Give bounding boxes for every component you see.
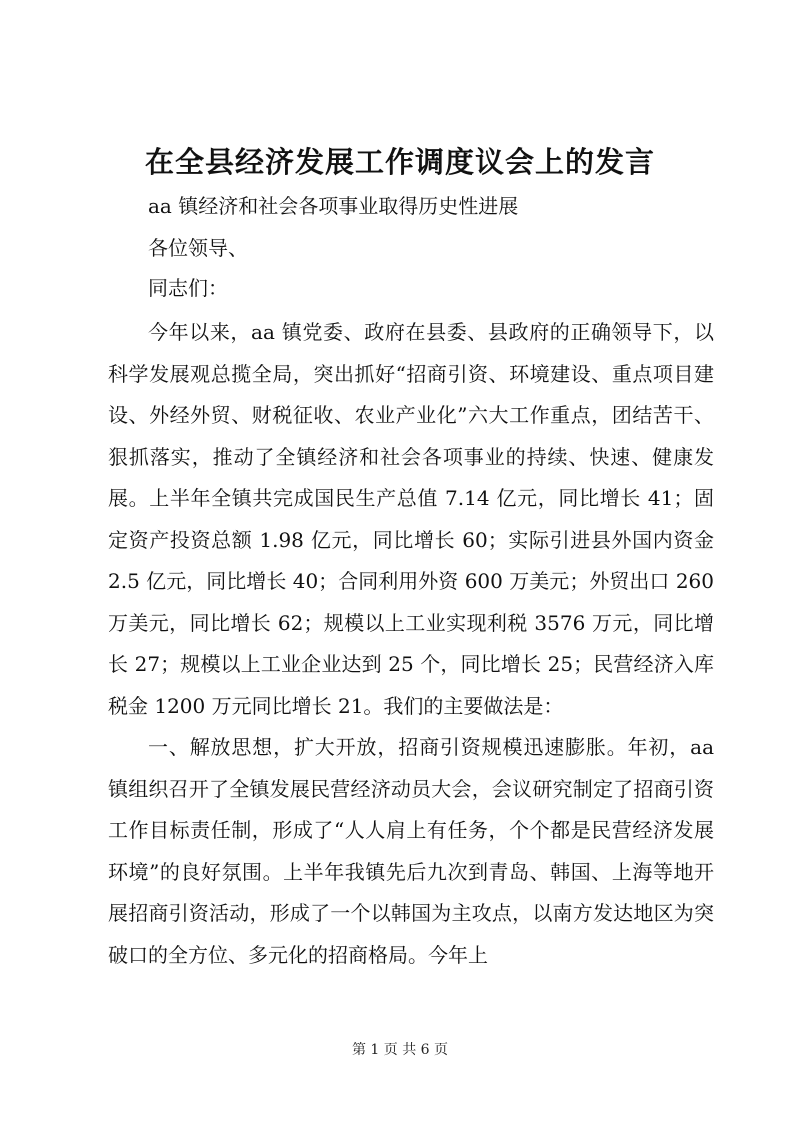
page-number-footer: 第 1 页 共 6 页 [351,1042,449,1058]
body-paragraph-1: 今年以来，aa 镇党委、政府在县委、县政府的正确领导下，以科学发展观总揽全局，突出抓好“招商引资、环境建设、重点项目建设、外经外贸、财税征收、农业产业化”六大工作重点，团结苦干、狠抓落实，推动了全镇经济和社会各项事业的持续、快速、健康发展。上半年全镇共完成国民生产总值 7.14 亿元，同比增长 41；固定资产投资总额 1.98 亿元，同比增长 60；实际引进县外国内资金 2.5 亿元，同比增长 40；合同利用外资 600 万美元；外贸出口 260 万美元，同比增长 62；规模以上工业实现利税 3576 万元，同比增长 27；规模以上工业企业达到 25 个，同比增长 25；民营经济入库税金 1200 万元同比增长 21。我们的主要做法是： [108,320,714,718]
body-paragraph-2: 一、解放思想，扩大开放，招商引资规模迅速膨胀。年初，aa 镇组织召开了全镇发展民营经济动员大会，会议研究制定了招商引资工作目标责任制，形成了“人人肩上有任务，个个都是民营经济发展环境”的良好氛围。上半年我镇先后九次到青岛、韩国、上海等地开展招商引资活动，形成了一个以韩国为主攻点，以南方发达地区为突破口的全方位、多元化的招商格局。今年上 [108,735,714,967]
document-body [108,312,714,976]
document-title: 在全县经济发展工作调度议会上的发言 [144,145,655,179]
salutation-leaders: 各位领导、 [148,236,248,260]
document-subtitle: aa 镇经济和社会各项事业取得历史性进展 [148,194,519,218]
salutation-comrades: 同志们： [148,276,228,300]
